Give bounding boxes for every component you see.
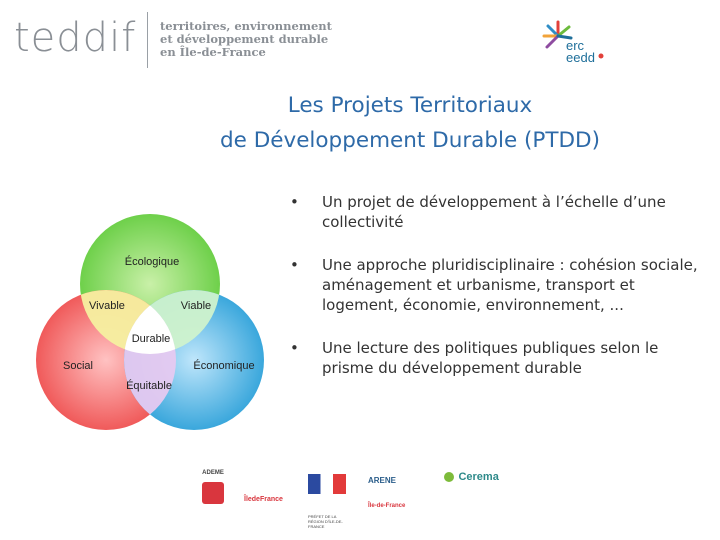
arene-logo — [368, 476, 420, 509]
partner-logos — [190, 468, 520, 532]
tagline-line: territoires, environnement — [160, 19, 332, 33]
label-durable: Durable — [131, 333, 171, 345]
cerema-icon — [444, 472, 454, 482]
bullet-text: Une lecture des politiques publiques selon le prisme du développement durable — [322, 339, 659, 377]
bullet-marker: • — [290, 339, 299, 357]
cerema-text: Cerema — [458, 470, 499, 483]
page-title — [0, 88, 720, 158]
prefet-text: PRÉFET DE LA RÉGION D'ÎLE-DE-FRANCE — [308, 514, 343, 529]
bullet-text: Un projet de développement à l’échelle d’une collectivité — [322, 193, 666, 231]
bullet-list — [290, 192, 700, 401]
teddif-logo: teddif — [14, 15, 137, 61]
label-ecologique: Écologique — [124, 256, 180, 268]
bullet-item — [290, 192, 700, 232]
bullet-marker: • — [290, 256, 299, 274]
ademe-logo — [190, 470, 236, 528]
tagline-line: en Île-de-France — [160, 45, 266, 59]
cerema-logo — [444, 468, 499, 486]
label-social: Social — [63, 360, 93, 372]
ademe-emblem-icon — [202, 482, 224, 504]
label-vivable: Vivable — [89, 300, 125, 312]
bullet-marker: • — [290, 193, 299, 211]
bullet-item — [290, 338, 700, 378]
iledefrance-logo-2: Île-de-France — [368, 503, 406, 509]
erc-eedd-logo — [540, 18, 616, 66]
bullet-text: Une approche pluridisciplinaire : cohésion sociale, aménagement et urbanisme, transport et logement, économie, environnement, ... — [322, 256, 698, 314]
label-equitable: Équitable — [126, 380, 172, 392]
iledefrance-logo-1: ÎledeFrance — [244, 496, 283, 503]
title-line-2: de Développement Durable (PTDD) — [219, 128, 601, 153]
label-economique: Économique — [193, 360, 255, 372]
header-tagline — [160, 20, 332, 59]
ademe-text: ADEME — [202, 470, 224, 476]
erc-text: erc — [566, 38, 585, 53]
venn-diagram — [36, 214, 264, 442]
header-divider — [147, 12, 148, 68]
eedd-text: eedd — [566, 50, 595, 65]
tagline-line: et développement durable — [160, 32, 329, 46]
arene-text: ARENE — [368, 476, 397, 485]
prefet-logo — [308, 474, 348, 532]
label-viable: Viable — [180, 300, 212, 312]
french-flag-icon — [308, 474, 346, 494]
bullet-item — [290, 255, 700, 315]
title-line-1: Les Projets Territoriaux — [287, 93, 533, 118]
